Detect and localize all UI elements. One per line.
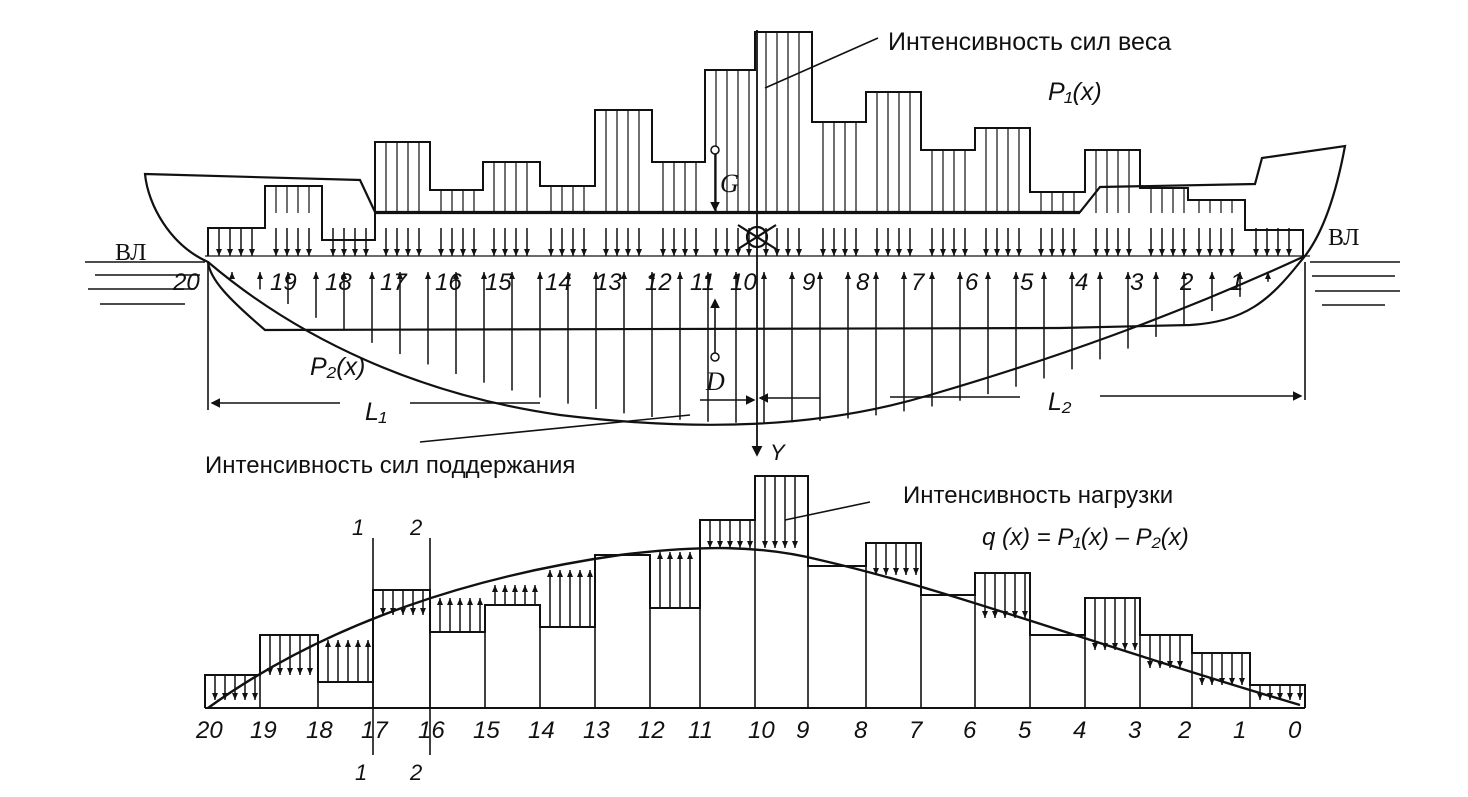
load-arrow-head	[1209, 678, 1215, 685]
weight-arrow-head	[416, 249, 422, 256]
support-arrow-head	[929, 272, 935, 279]
weight-arrow-head	[330, 249, 336, 256]
bottom-station-label: 5	[1018, 717, 1032, 744]
support-arrow-head	[845, 272, 851, 279]
load-arrow-head	[335, 640, 341, 647]
load-arrow-head	[437, 598, 443, 605]
weight-arrow-head	[238, 249, 244, 256]
load-arrow-head	[577, 570, 583, 577]
p1-label: P₁(x)	[1048, 78, 1102, 106]
support-arrow-head	[425, 272, 431, 279]
load-curve	[208, 548, 1300, 708]
weight-arrow-head	[735, 249, 741, 256]
weight-arrow-head	[1049, 249, 1055, 256]
waterline-left-label: ВЛ	[115, 240, 147, 266]
top-station-label: 17	[380, 269, 407, 296]
support-arrow-head	[1013, 272, 1019, 279]
load-arrow-head	[1122, 643, 1128, 650]
weight-arrow-head	[559, 249, 565, 256]
load-arrow-head	[232, 693, 238, 700]
weight-arrow-head	[785, 249, 791, 256]
section-2-bottom-label: 2	[410, 760, 423, 785]
weight-arrow-head	[896, 249, 902, 256]
load-arrow-head	[307, 668, 313, 675]
weight-arrow-head	[853, 249, 859, 256]
load-arrow-head	[1257, 693, 1263, 700]
weight-arrow-head	[1264, 249, 1270, 256]
weight-arrow-head	[460, 249, 466, 256]
weight-arrow-head	[513, 249, 519, 256]
bottom-station-label: 17	[361, 717, 388, 744]
weight-bar-outline	[208, 32, 1303, 256]
load-arrow-head	[212, 693, 218, 700]
top-station-label: 6	[965, 269, 979, 296]
weight-arrow-head	[471, 249, 477, 256]
load-arrow-head	[1157, 661, 1163, 668]
weight-arrow-head	[1104, 249, 1110, 256]
load-arrow-head	[242, 693, 248, 700]
weight-arrow-head	[341, 249, 347, 256]
top-station-label: 1	[1230, 269, 1244, 296]
weight-arrow-head	[363, 249, 369, 256]
weight-arrow-head	[1071, 249, 1077, 256]
weight-arrow-head	[1286, 249, 1292, 256]
weight-arrow-head	[438, 249, 444, 256]
bottom-station-label: 8	[854, 717, 868, 744]
weight-arrow-head	[842, 249, 848, 256]
weight-arrow-head	[1005, 249, 1011, 256]
load-arrow-head	[747, 541, 753, 548]
bottom-station-label: 12	[638, 717, 665, 744]
weight-arrow-head	[682, 249, 688, 256]
weight-arrow-head	[1275, 249, 1281, 256]
load-arrow-head	[277, 668, 283, 675]
support-intensity-label: Интенсивность сил поддержания	[205, 452, 576, 479]
load-arrow-head	[587, 570, 593, 577]
bottom-station-label: 11	[688, 717, 713, 744]
bottom-station-label: 16	[418, 717, 445, 744]
load-arrow-head	[420, 608, 426, 615]
load-arrow-head	[345, 640, 351, 647]
load-arrow-head	[567, 570, 573, 577]
waterline-right-label: ВЛ	[1328, 225, 1360, 251]
load-arrow-head	[992, 611, 998, 618]
load-intensity-label: Интенсивность нагрузки	[903, 482, 1174, 509]
support-arrow-head	[957, 272, 963, 279]
weight-arrow-head	[1207, 249, 1213, 256]
weight-arrow-head	[603, 249, 609, 256]
weight-arrow-head	[625, 249, 631, 256]
weight-arrow-head	[874, 249, 880, 256]
load-arrow-head	[467, 598, 473, 605]
support-arrow-head	[761, 272, 767, 279]
top-station-label: 13	[595, 269, 622, 296]
weight-arrow-head	[746, 249, 752, 256]
weight-arrow-head	[820, 249, 826, 256]
weight-arrow-head	[885, 249, 891, 256]
load-arrow-head	[1239, 678, 1245, 685]
weight-arrow-head	[994, 249, 1000, 256]
section-1-top-label: 1	[352, 515, 365, 540]
load-arrow-head	[477, 598, 483, 605]
weight-arrow-head	[1093, 249, 1099, 256]
weight-arrow-head	[983, 249, 989, 256]
weight-arrow-head	[1181, 249, 1187, 256]
load-arrow-head	[1147, 661, 1153, 668]
weight-arrow-head	[724, 249, 730, 256]
weight-arrow-head	[1115, 249, 1121, 256]
load-arrow-head	[267, 668, 273, 675]
bottom-station-label: 1	[1233, 717, 1247, 744]
load-arrow-head	[883, 568, 889, 575]
top-station-label: 5	[1020, 269, 1034, 296]
bottom-station-label: 14	[528, 717, 555, 744]
support-arrow-head	[1041, 272, 1047, 279]
bottom-station-label: 3	[1128, 717, 1142, 744]
weight-arrow-head	[352, 249, 358, 256]
weight-arrow-head	[306, 249, 312, 256]
weight-arrow-head	[962, 249, 968, 256]
weight-arrow-head	[491, 249, 497, 256]
weight-arrow-head	[636, 249, 642, 256]
bottom-station-label: 0	[1288, 717, 1302, 744]
support-arrow-head	[257, 272, 263, 279]
top-station-label: 9	[802, 269, 816, 296]
top-station-label: 2	[1180, 269, 1194, 296]
top-station-label: 14	[545, 269, 572, 296]
load-arrow-head	[410, 608, 416, 615]
support-arrow-head	[621, 272, 627, 279]
load-arrow-head	[297, 668, 303, 675]
load-arrow-head	[1132, 643, 1138, 650]
weight-arrow-head	[831, 249, 837, 256]
support-arrow-head	[901, 272, 907, 279]
load-arrow-head	[325, 640, 331, 647]
top-station-label: 11	[690, 269, 715, 296]
top-station-label: 7	[911, 269, 925, 296]
weight-arrow-head	[383, 249, 389, 256]
weight-arrow-head	[216, 249, 222, 256]
weight-arrow-head	[660, 249, 666, 256]
load-arrow-head	[772, 541, 778, 548]
support-arrow-head	[229, 272, 235, 279]
length-right-label: L₂	[1048, 388, 1072, 416]
p2-label: P₂(x)	[310, 353, 366, 381]
bottom-station-label: 20	[196, 717, 223, 744]
top-station-label: 12	[645, 269, 672, 296]
weight-arrow-head	[614, 249, 620, 256]
axis-y-label: Y	[770, 440, 785, 465]
support-arrow-head	[1209, 272, 1215, 279]
weight-arrow-head	[940, 249, 946, 256]
weight-arrow-head	[502, 249, 508, 256]
weight-arrow-head	[249, 249, 255, 256]
load-arrow-head	[737, 541, 743, 548]
load-arrow-head	[287, 668, 293, 675]
load-arrow-head	[1092, 643, 1098, 650]
weight-arrow-head	[284, 249, 290, 256]
bottom-station-label: 4	[1073, 717, 1087, 744]
load-arrow-head	[522, 585, 528, 592]
bottom-station-label: 19	[250, 717, 277, 744]
weight-arrow-head	[907, 249, 913, 256]
weight-arrow-head	[1148, 249, 1154, 256]
center-gravity-label: G	[720, 169, 739, 198]
bottom-station-label: 15	[473, 717, 500, 744]
support-arrow-head	[817, 272, 823, 279]
weight-arrow-head	[1038, 249, 1044, 256]
ship-hull	[145, 146, 1345, 330]
load-formula: q (x) = P₁(x) – P₂(x)	[982, 524, 1189, 551]
load-arrow-head	[400, 608, 406, 615]
load-arrow-head	[667, 552, 673, 559]
top-station-label: 4	[1075, 269, 1089, 296]
weight-arrow-head	[581, 249, 587, 256]
weight-arrow-head	[394, 249, 400, 256]
top-station-numbers	[172, 269, 1243, 296]
top-station-label: 18	[325, 269, 352, 296]
center-buoyancy-label: D	[706, 367, 725, 396]
length-left-label: L₁	[365, 398, 387, 426]
weight-arrow-head	[796, 249, 802, 256]
weight-intensity-label: Интенсивность сил веса	[888, 28, 1172, 56]
weight-arrow-head	[929, 249, 935, 256]
weight-arrow-head	[449, 249, 455, 256]
weight-arrow-head	[1159, 249, 1165, 256]
load-arrow-head	[532, 585, 538, 592]
load-arrow-head	[1287, 693, 1293, 700]
load-arrow-head	[792, 541, 798, 548]
load-arrow-head	[762, 541, 768, 548]
load-arrow-head	[893, 568, 899, 575]
bottom-station-label: 10	[748, 717, 775, 744]
top-station-label: 3	[1130, 269, 1144, 296]
load-arrow-head	[982, 611, 988, 618]
support-arrow-head	[369, 272, 375, 279]
load-arrow-head	[687, 552, 693, 559]
load-arrow-head	[512, 585, 518, 592]
top-station-label: 19	[270, 269, 297, 296]
load-arrow-head	[557, 570, 563, 577]
weight-arrow-head	[405, 249, 411, 256]
weight-arrow-head	[1060, 249, 1066, 256]
weight-arrow-head	[1218, 249, 1224, 256]
load-arrow-head	[1022, 611, 1028, 618]
weight-arrow-head	[548, 249, 554, 256]
load-intensity-bars	[205, 476, 1305, 708]
weight-intensity-bars	[208, 32, 1303, 256]
load-arrow-head	[657, 552, 663, 559]
support-arrow-head	[789, 272, 795, 279]
support-arrow-head	[313, 272, 319, 279]
weight-arrow-head	[524, 249, 530, 256]
load-arrow-head	[355, 640, 361, 647]
weight-arrow-head	[227, 249, 233, 256]
load-arrow-head	[677, 552, 683, 559]
weight-arrow-head	[1170, 249, 1176, 256]
load-arrow-head	[492, 585, 498, 592]
weight-arrow-head	[1253, 249, 1259, 256]
load-arrow-head	[447, 598, 453, 605]
load-arrow-head	[903, 568, 909, 575]
bottom-station-label: 13	[583, 717, 610, 744]
top-station-label: 15	[485, 269, 512, 296]
weight-arrow-head	[1126, 249, 1132, 256]
section-1-bottom-label: 1	[355, 760, 368, 785]
weight-arrow-head	[295, 249, 301, 256]
weight-arrow-head	[1229, 249, 1235, 256]
support-arrow-head	[537, 272, 543, 279]
top-station-label: 8	[856, 269, 870, 296]
support-arrow-head	[1153, 272, 1159, 279]
load-arrow-head	[365, 640, 371, 647]
load-arrow-head	[1297, 693, 1303, 700]
support-arrow-head	[1097, 272, 1103, 279]
weight-arrow-head	[273, 249, 279, 256]
support-arrow-head	[873, 272, 879, 279]
bottom-station-label: 2	[1178, 717, 1192, 744]
bottom-station-numbers	[195, 717, 1302, 744]
weight-arrow-head	[1016, 249, 1022, 256]
top-station-label: 10	[730, 269, 757, 296]
load-arrow-head	[457, 598, 463, 605]
section-2-top-label: 2	[410, 515, 423, 540]
support-arrow-head	[677, 272, 683, 279]
load-arrow-head	[782, 541, 788, 548]
bottom-station-label: 6	[963, 717, 977, 744]
weight-arrow-head	[671, 249, 677, 256]
weight-arrow-head	[1196, 249, 1202, 256]
weight-arrow-head	[713, 249, 719, 256]
bottom-station-label: 18	[306, 717, 333, 744]
support-arrow-head	[985, 272, 991, 279]
top-station-label: 20	[173, 269, 200, 296]
weight-arrow-head	[570, 249, 576, 256]
load-arrow-head	[252, 693, 258, 700]
weight-arrow-head	[763, 249, 769, 256]
bottom-station-label: 9	[796, 717, 810, 744]
top-station-label: 16	[435, 269, 462, 296]
load-arrow-head	[547, 570, 553, 577]
load-arrow-head	[913, 568, 919, 575]
weight-arrow-head	[951, 249, 957, 256]
load-arrow-head	[502, 585, 508, 592]
weight-arrow-head	[774, 249, 780, 256]
load-arrow-head	[1199, 678, 1205, 685]
weight-arrow-head	[693, 249, 699, 256]
bottom-station-label: 7	[909, 717, 923, 744]
